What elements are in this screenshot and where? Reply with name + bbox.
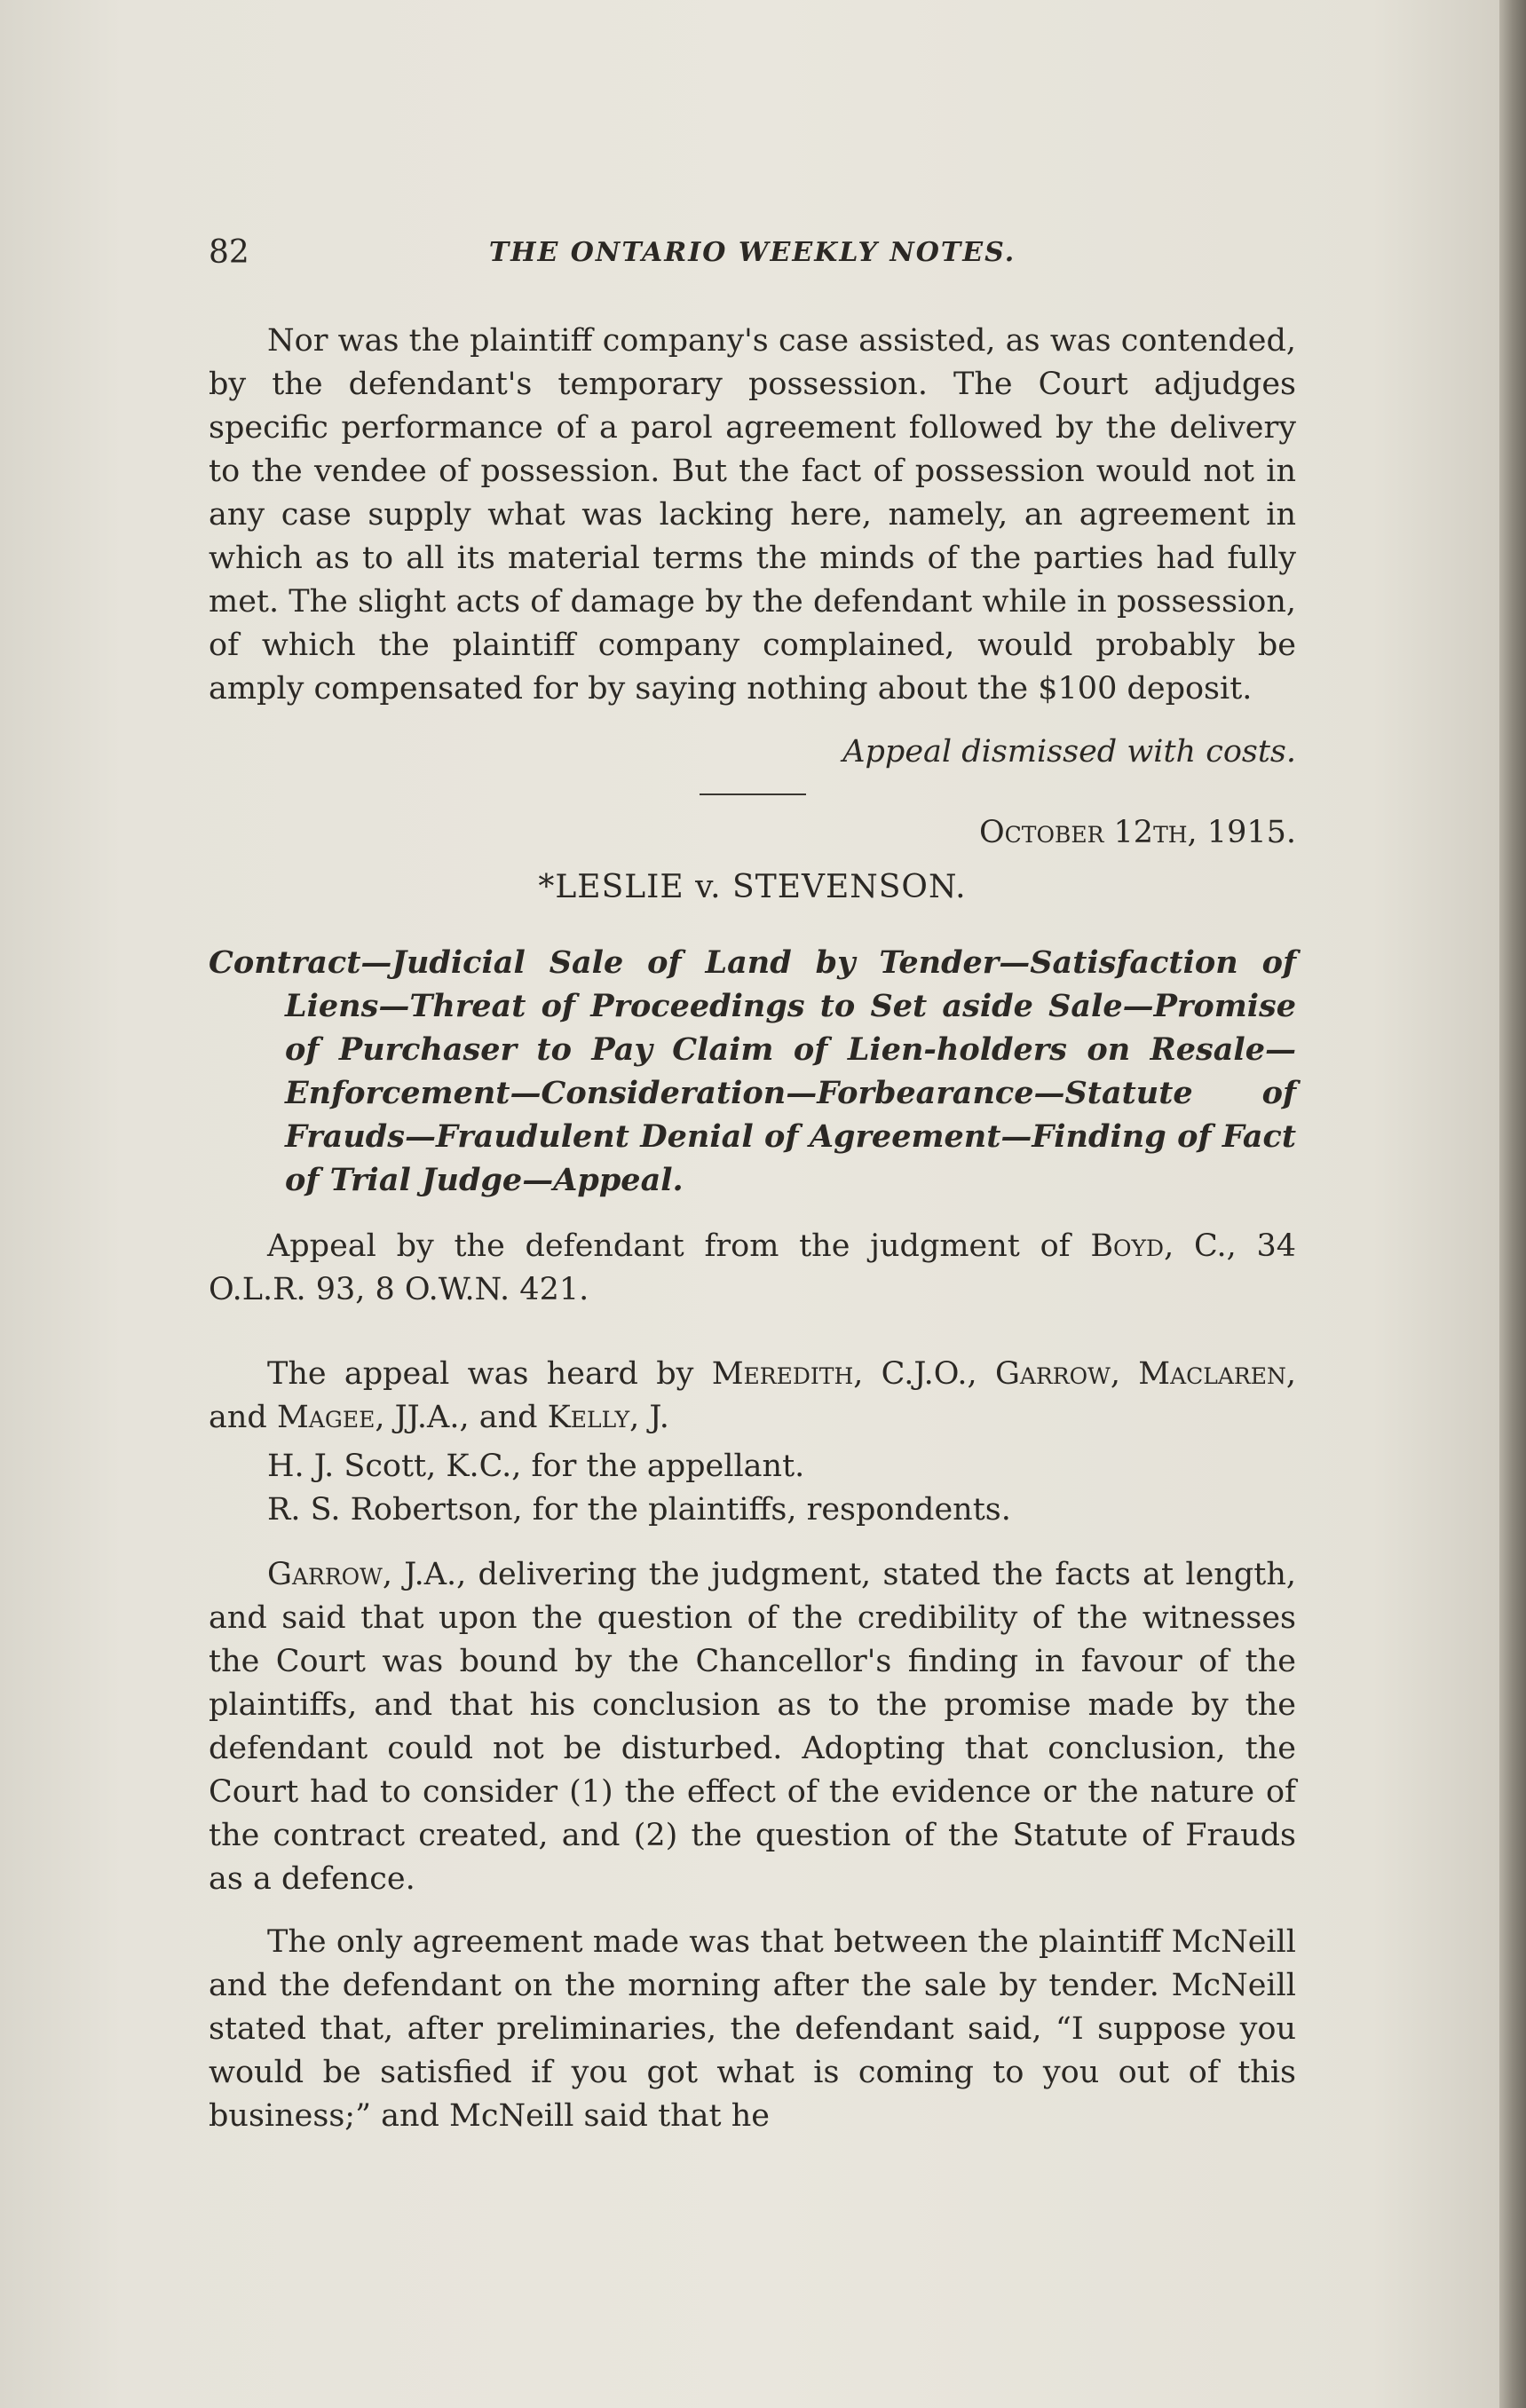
disposition: Appeal dismissed with costs. — [842, 734, 1296, 770]
heard-mid-4: , JJ.A., and — [375, 1400, 548, 1435]
judgment-text: , J.A., delivering the judgment, stated the facts at length, and said that upon the question of the credibility of the witnesses the Court was bound by the Chancellor's finding in favour of the plaintiffs, and that his conclusion as to the promise made by the defendant could not be disturbed. Adopting that conclusion, the Court had to consider (1) the effect of the evidence or the nature of the contract created, and (2) the question of the Statute of Frauds as a defence. — [209, 1557, 1296, 1897]
heard-prefix: The appeal was heard by — [267, 1356, 712, 1392]
appeal-suffix: , C., 34 O.L.R. 93, 8 O.W.N. 421. — [209, 1228, 1296, 1307]
counsel-respondents: R. S. Robertson, for the plaintiffs, respondents. — [267, 1492, 1011, 1528]
heard-mid-1: , C.J.O., — [853, 1356, 995, 1392]
judge-meredith: Meredith — [711, 1356, 854, 1392]
judgment-paragraph — [209, 1553, 1296, 1901]
case-title: *LESLIE v. STEVENSON. — [538, 869, 967, 905]
final-paragraph: The only agreement made was that between the plaintiff McNeill and the defendant on the morning after the sale by tender. McNeill stated that, after preliminaries, the defendant said, “I suppose you would be satisfied if you got what is coming to you out of this business;” and McNeill said that he — [209, 1924, 1296, 2134]
judge-magee: Magee — [276, 1400, 376, 1435]
judge-kelly: Kelly — [547, 1400, 630, 1435]
page-header — [209, 231, 1296, 284]
page-content — [209, 231, 1296, 2158]
appeal-judge: Boyd — [1090, 1228, 1165, 1264]
heard-suffix: , J. — [629, 1400, 669, 1435]
section-divider — [700, 793, 806, 795]
judge-garrow: Garrow — [994, 1356, 1111, 1392]
heard-mid-3: , and — [209, 1356, 1296, 1435]
heard-paragraph — [209, 1353, 1296, 1440]
running-title: THE ONTARIO WEEKLY NOTES. — [488, 237, 1016, 268]
heard-mid-2: , — [1110, 1356, 1139, 1392]
book-spine-shadow — [1499, 0, 1526, 2408]
appeal-prefix: Appeal by the defendant from the judgment of — [267, 1228, 1091, 1264]
previous-case-paragraph: Nor was the plaintiff company's case assisted, as was contended, by the defendant's temporary possession. The Court adjudges specific performance of a parol agreement followed by the delivery to the vendee of possession. But the fact of possession would not in any case supply what was lacking here, namely, an agreement in which as to all its material terms the minds of the parties had fully met. The slight acts of damage by the defendant while in possession, of which the plaintiff company complained, would probably be amply compensated for by saying nothing about the $100 deposit. — [209, 323, 1296, 707]
case-date: October 12th, 1915. — [978, 815, 1296, 850]
appeal-paragraph — [209, 1225, 1296, 1312]
counsel-appellant: H. J. Scott, K.C., for the appellant. — [267, 1449, 805, 1484]
judgment-author: Garrow — [267, 1557, 383, 1592]
headnote: Contract—Judicial Sale of Land by Tender—Satisfaction of Liens—Threat of Proceedings to Set aside Sale—Promise of Purchaser to Pay Claim of Lien-holders on Resale—Enforcement—Consideration—Forbearance—Statute of Frauds—Fraudulent Denial of Agreement—Finding of Fact of Trial Judge—Appeal. — [209, 944, 1296, 1198]
page-number: 82 — [209, 234, 249, 271]
judge-maclaren: Maclaren — [1138, 1356, 1286, 1392]
